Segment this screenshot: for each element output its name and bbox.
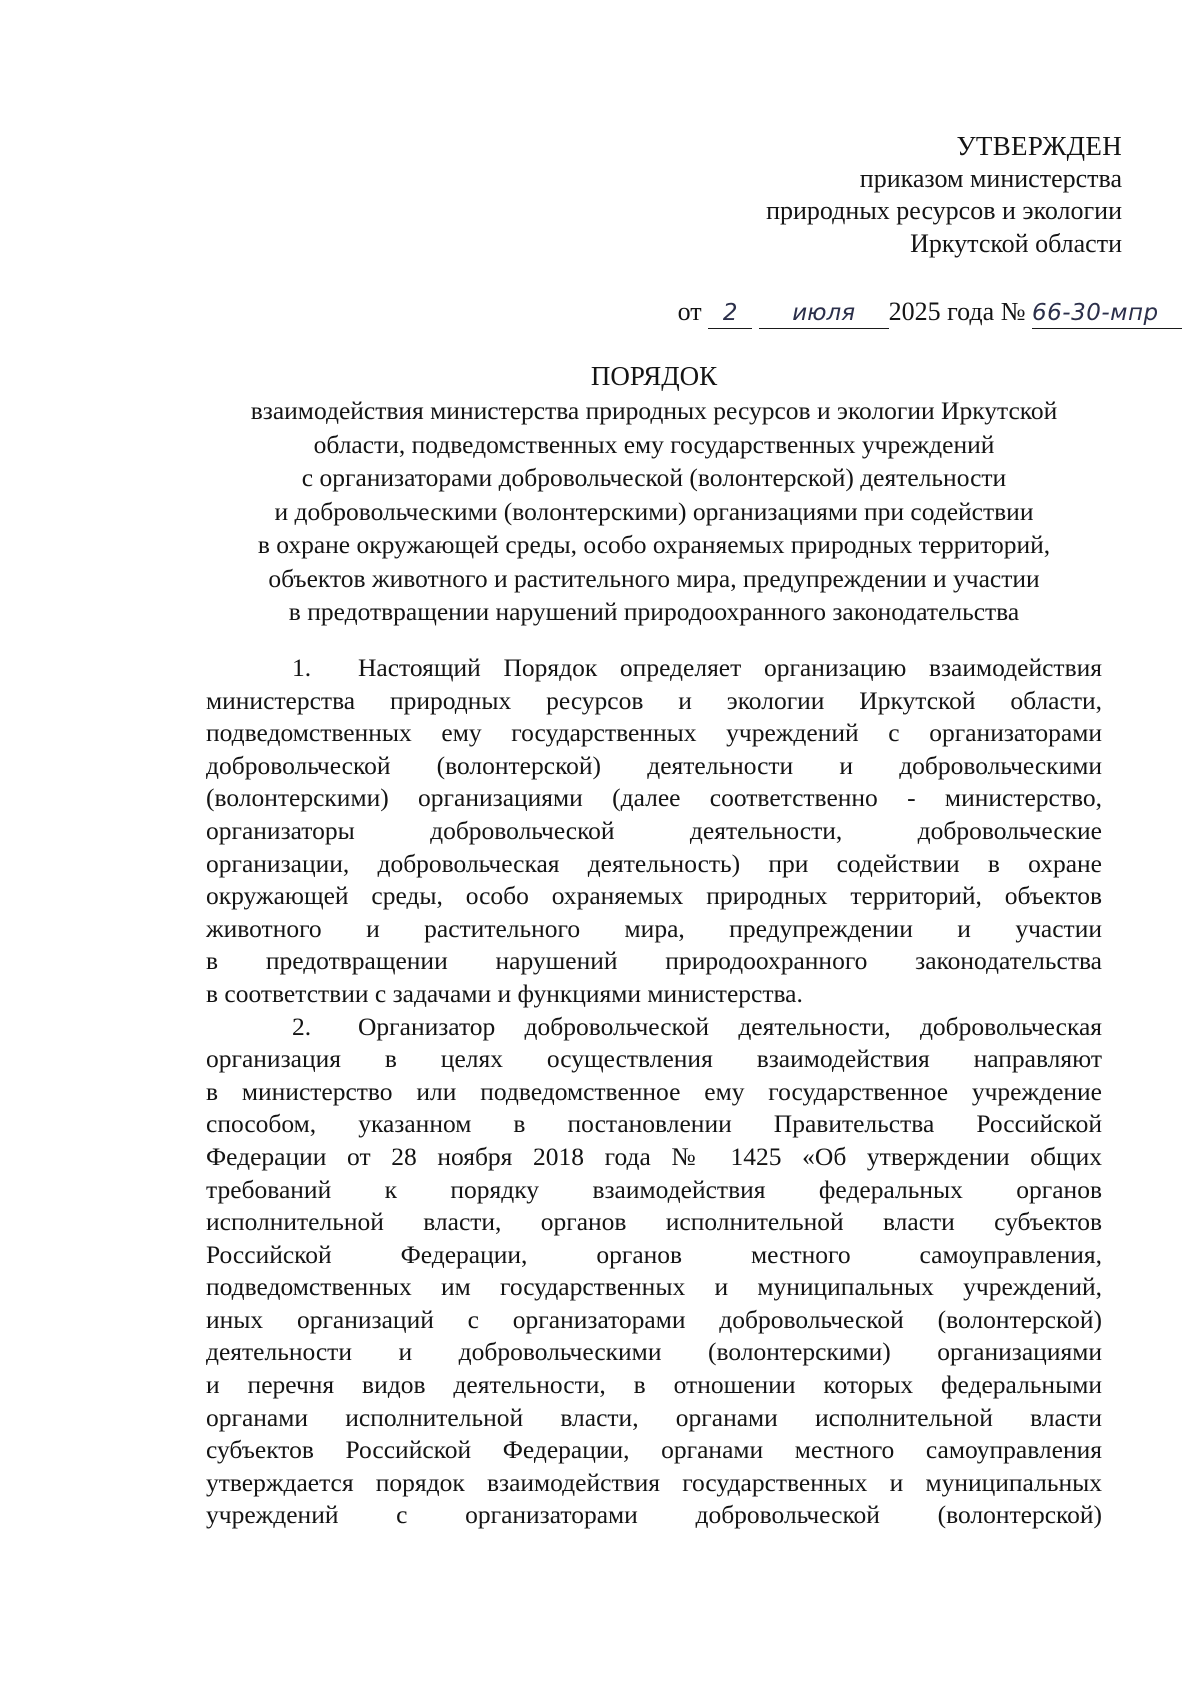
paragraph-line: окружающей среды, особо охраняемых природных территорий, объектов [206, 881, 1102, 911]
paragraph-line: 1. Настоящий Порядок определяет организацию взаимодействия [206, 652, 1102, 685]
document-title: ПОРЯДОК [590, 361, 718, 391]
date-prefix: от [677, 297, 702, 326]
approval-heading: УТВЕРЖДЕН [956, 131, 1122, 161]
paragraph-line: утверждается порядок взаимодействия государственных и муниципальных [206, 1467, 1102, 1497]
document-subtitle [206, 394, 1102, 629]
paragraph-line: требований к порядку взаимодействия федеральных органов [206, 1174, 1102, 1204]
paragraph-number: 2. [292, 1011, 312, 1041]
paragraph-line: животного и растительного мира, предупреждении и участии [206, 913, 1102, 943]
paragraph-line: органами исполнительной власти, органами исполнительной власти [206, 1402, 1102, 1432]
paragraph-line: способом, указанном в постановлении Правительства Российской [206, 1109, 1102, 1139]
paragraph-line: учреждений с организаторами добровольческой (волонтерской) [206, 1500, 1102, 1530]
handwritten-order-number: 66-30-мпр [1032, 298, 1182, 329]
subtitle-line: в предотвращении нарушений природоохранного законодательства [288, 597, 1020, 626]
document-body [206, 652, 1102, 1532]
approval-line-2: природных ресурсов и экологии [766, 196, 1122, 225]
subtitle-line: с организаторами добровольческой (волонтерской) деятельности [301, 463, 1007, 492]
subtitle-line: и добровольческими (волонтерскими) организациями при содействии [274, 496, 1034, 526]
paragraph-line: подведомственных им государственных и муниципальных учреждений, [206, 1272, 1102, 1302]
year-text: 2025 года № [888, 297, 1026, 326]
paragraph-line: подведомственных ему государственных учреждений с организаторами [206, 718, 1102, 748]
paragraph-line: деятельности и добровольческими (волонтерскими) организациями [206, 1337, 1102, 1367]
paragraph-line: организации, добровольческая деятельность) при содействии в охране [206, 848, 1102, 878]
subtitle-line: взаимодействия министерства природных ресурсов и экологии Иркутской [250, 396, 1058, 425]
handwritten-month: июля [759, 298, 889, 329]
paragraph-number: 1. [292, 653, 312, 682]
approval-line-3: Иркутской области [910, 228, 1122, 258]
handwritten-day: 2 [708, 298, 752, 329]
approval-line-1: приказом министерства [859, 163, 1122, 193]
paragraph-line: добровольческой (волонтерской) деятельности и добровольческими [206, 750, 1102, 780]
paragraph-line: субъектов Российской Федерации, органами местного самоуправления [206, 1435, 1102, 1465]
paragraph-line: организация в целях осуществления взаимодействия направляют [206, 1044, 1102, 1074]
paragraph-line: иных организаций с организаторами добровольческой (волонтерской) [206, 1304, 1102, 1334]
paragraph-line: (волонтерскими) организациями (далее соответственно - министерство, [206, 783, 1102, 813]
approval-block [562, 130, 1122, 260]
paragraph-line: 2. Организатор добровольческой деятельности, добровольческая [206, 1011, 1102, 1044]
paragraph-line: организаторы добровольческой деятельности, добровольческие [206, 815, 1102, 845]
paragraph-1 [206, 652, 1102, 1011]
paragraph-line: Федерации от 28 ноября 2018 года № 1425 «Об утверждении общих [206, 1141, 1102, 1171]
paragraph-line: Российской Федерации, органов местного самоуправления, [206, 1239, 1102, 1269]
paragraph-2 [206, 1011, 1102, 1533]
subtitle-line: в охране окружающей среды, особо охраняемых природных территорий, [257, 530, 1051, 559]
subtitle-line: области, подведомственных ему государственных учреждений [313, 429, 995, 459]
paragraph-line: в министерство или подведомственное ему государственное учреждение [206, 1076, 1102, 1106]
paragraph-line: министерства природных ресурсов и экологии Иркутской области, [206, 685, 1102, 715]
paragraph-line: в предотвращении нарушений природоохранного законодательства [206, 946, 1102, 976]
paragraph-line: исполнительной власти, органов исполнительной власти субъектов [206, 1207, 1102, 1237]
paragraph-line: и перечня видов деятельности, в отношении которых федеральными [206, 1370, 1102, 1400]
paragraph-line: в соответствии с задачами и функциями министерства. [206, 978, 803, 1008]
order-date-line [678, 294, 1182, 330]
subtitle-line: объектов животного и растительного мира, предупреждении и участии [268, 563, 1040, 593]
